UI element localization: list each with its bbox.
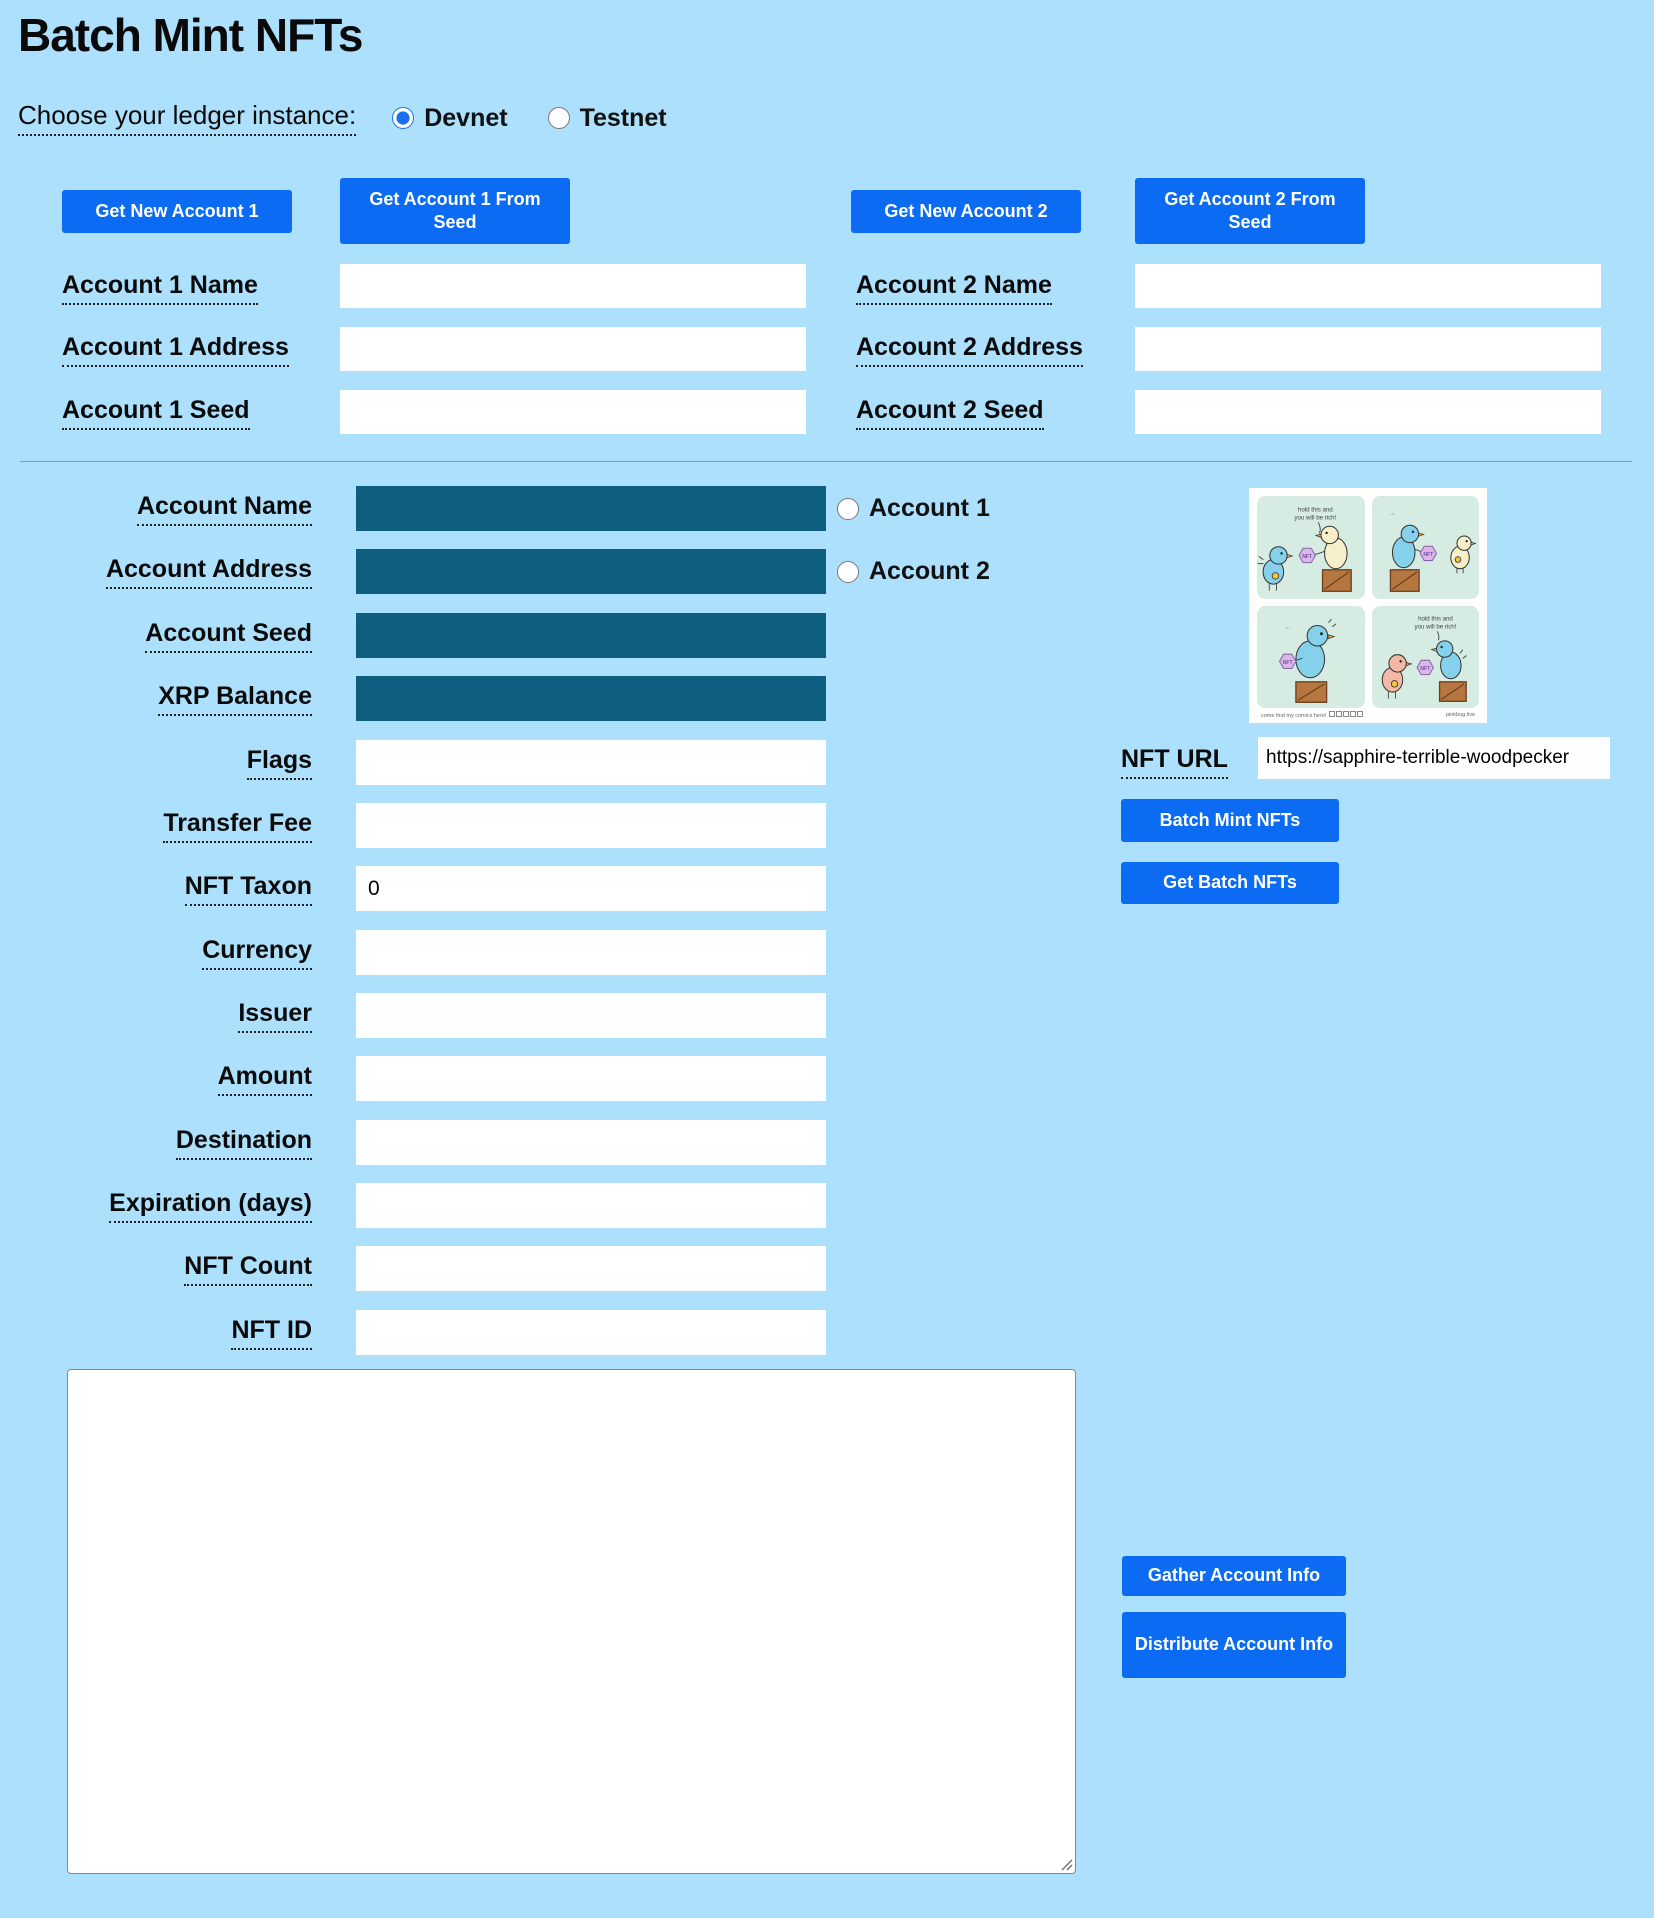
nft-image-panels: [1257, 496, 1479, 708]
destination-field[interactable]: [356, 1120, 826, 1165]
transfer-fee-field[interactable]: [356, 803, 826, 848]
account1-seed-field[interactable]: [340, 390, 806, 434]
nft-url-field[interactable]: [1258, 737, 1610, 779]
account2-radio-row: [837, 549, 990, 594]
account2-seed-label: Account 2 Seed: [856, 396, 1044, 430]
currency-label: Currency: [202, 936, 312, 970]
ledger-instance-label: Choose your ledger instance:: [18, 100, 356, 136]
get-account1-from-seed-button[interactable]: Get Account 1 From Seed: [340, 178, 570, 244]
get-batch-nfts-button[interactable]: Get Batch NFTs: [1121, 862, 1339, 904]
account1-radio-label[interactable]: Account 1: [869, 494, 990, 522]
batch-mint-nfts-button[interactable]: Batch Mint NFTs: [1121, 799, 1339, 842]
svg-text:hold this and: hold this and: [1417, 614, 1453, 622]
account1-name-label: Account 1 Name: [62, 271, 258, 305]
destination-label: Destination: [176, 1126, 312, 1160]
nft-image-panel-3: [1257, 606, 1365, 709]
account1-radio[interactable]: [837, 498, 859, 520]
results-textarea[interactable]: [67, 1369, 1076, 1874]
form-row: [0, 1120, 826, 1165]
devnet-radio-label[interactable]: Devnet: [424, 103, 508, 132]
account-seed-label: Account Seed: [145, 619, 312, 653]
svg-text:...: ...: [1285, 623, 1291, 631]
form-row: [0, 1183, 826, 1228]
account1-radio-row: [837, 486, 990, 531]
get-new-account2-button[interactable]: Get New Account 2: [851, 190, 1081, 233]
account2-name-label: Account 2 Name: [856, 271, 1052, 305]
transfer-fee-label: Transfer Fee: [163, 809, 312, 843]
account1-address-label: Account 1 Address: [62, 333, 289, 367]
expiration-days-field[interactable]: [356, 1183, 826, 1228]
svg-text:...: ...: [1389, 509, 1395, 517]
nft-id-field[interactable]: [356, 1310, 826, 1355]
account1-address-field[interactable]: [340, 327, 806, 371]
devnet-radio[interactable]: [392, 107, 414, 129]
comic-panel-1-drawing: [1257, 496, 1365, 599]
comic-panel-3-drawing: [1257, 606, 1365, 709]
distribute-account-info-button[interactable]: Distribute Account Info: [1122, 1612, 1346, 1678]
testnet-radio[interactable]: [548, 107, 570, 129]
form-row: [0, 993, 826, 1038]
account2-address-field[interactable]: [1135, 327, 1601, 371]
comic-panel-2-drawing: [1372, 496, 1480, 599]
nft-image-panel-4: [1372, 606, 1480, 709]
account2-address-label: Account 2 Address: [856, 333, 1083, 367]
amount-label: Amount: [218, 1062, 312, 1096]
currency-field[interactable]: [356, 930, 826, 975]
account2-name-field[interactable]: [1135, 264, 1601, 308]
svg-text:you will be rich!: you will be rich!: [1414, 623, 1456, 631]
svg-text:NFT: NFT: [1422, 551, 1433, 558]
gather-account-info-button[interactable]: Gather Account Info: [1122, 1556, 1346, 1596]
nft-image-panel-2: [1372, 496, 1480, 599]
issuer-label: Issuer: [238, 999, 312, 1033]
svg-text:NFT: NFT: [1302, 554, 1313, 560]
form-row: [0, 549, 826, 594]
form-row: [0, 930, 826, 975]
expiration-days-label: Expiration (days): [109, 1189, 312, 1223]
account1-seed-label: Account 1 Seed: [62, 396, 250, 430]
nft-id-label: NFT ID: [231, 1316, 312, 1350]
form-row: [0, 1310, 826, 1355]
form-row: [0, 1056, 826, 1101]
nft-image-panel-1: [1257, 496, 1365, 599]
nft-taxon-field[interactable]: [356, 866, 826, 911]
account1-name-field[interactable]: [340, 264, 806, 308]
account-seed-field[interactable]: [356, 613, 826, 658]
page-title: Batch Mint NFTs: [18, 9, 363, 61]
testnet-radio-label[interactable]: Testnet: [579, 103, 667, 132]
nft-taxon-label: NFT Taxon: [185, 872, 312, 906]
nft-image-footer-left: come find my comics here!: [1261, 711, 1363, 719]
svg-text:NFT: NFT: [1282, 659, 1293, 666]
account-name-field[interactable]: [356, 486, 826, 531]
form-row: [0, 1246, 826, 1291]
nft-image-footer: [1257, 708, 1479, 721]
social-icons: [1328, 711, 1363, 719]
ledger-instance-row: [18, 100, 667, 136]
comic-panel-4-drawing: [1372, 606, 1480, 709]
form-row: [0, 486, 826, 531]
svg-text:hold this and: hold this and: [1297, 506, 1333, 514]
issuer-field[interactable]: [356, 993, 826, 1038]
account-address-label: Account Address: [106, 555, 312, 589]
xrp-balance-field[interactable]: [356, 676, 826, 721]
amount-field[interactable]: [356, 1056, 826, 1101]
nft-preview-image: [1249, 488, 1487, 723]
form-row: [0, 676, 826, 721]
account-address-field[interactable]: [356, 549, 826, 594]
form-row: [0, 613, 826, 658]
nft-count-label: NFT Count: [184, 1252, 312, 1286]
nft-count-field[interactable]: [356, 1246, 826, 1291]
svg-text:you will be rich!: you will be rich!: [1294, 514, 1337, 522]
results-area: [67, 1369, 1076, 1874]
flags-field[interactable]: [356, 740, 826, 785]
account-name-label: Account Name: [137, 492, 312, 526]
account2-radio[interactable]: [837, 561, 859, 583]
get-new-account1-button[interactable]: Get New Account 1: [62, 190, 292, 233]
form-row: [0, 740, 826, 785]
account2-seed-field[interactable]: [1135, 390, 1601, 434]
svg-text:NFT: NFT: [1419, 665, 1430, 672]
nft-image-footer-right: pinkbug.live: [1445, 711, 1475, 718]
form-row: [0, 803, 826, 848]
account2-radio-label[interactable]: Account 2: [869, 557, 990, 585]
form-row: [0, 866, 826, 911]
get-account2-from-seed-button[interactable]: Get Account 2 From Seed: [1135, 178, 1365, 244]
flags-label: Flags: [247, 746, 312, 780]
xrp-balance-label: XRP Balance: [158, 682, 312, 716]
section-divider: [20, 461, 1632, 462]
nft-url-label: NFT URL: [1121, 745, 1228, 779]
